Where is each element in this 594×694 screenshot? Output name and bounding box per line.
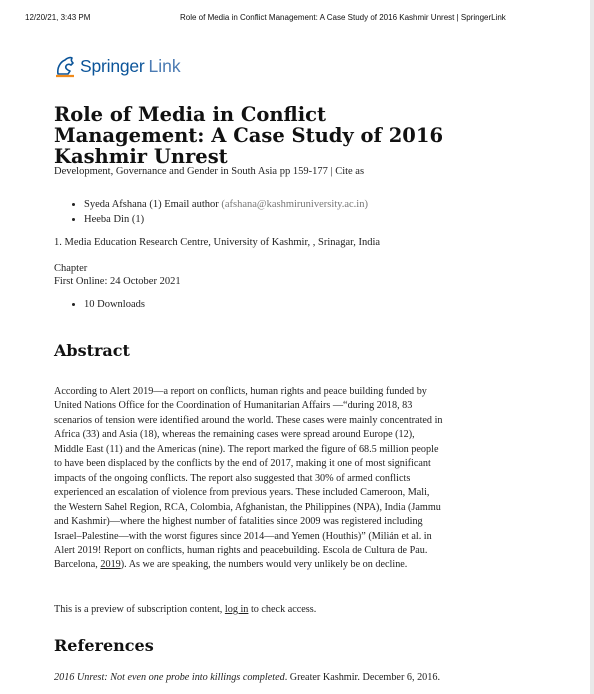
author-affil-ref: (1)	[149, 199, 162, 210]
preview-notice	[54, 604, 316, 615]
author-affil-ref: (1)	[131, 214, 145, 225]
page-range: pp 159-177	[279, 166, 328, 177]
chapter-info	[54, 262, 181, 288]
affiliation: 1. Media Education Research Centre, University of Kashmir, , Srinagar, India	[54, 237, 381, 248]
logo-brand: Springer	[80, 55, 145, 76]
log-in-link[interactable]: log in	[224, 604, 249, 615]
abstract-body-end: ). As we are speaking, the numbers would very unlikely be on decline.	[120, 559, 408, 571]
print-page-title: Role of Media in Conflict Management: A Case Study of 2016 Kashmir Unrest | SpringerLink	[180, 13, 506, 22]
preview-text: This is a preview of subscription content,	[54, 604, 225, 615]
cite-as-link[interactable]: Cite as	[335, 166, 365, 177]
content-type: Chapter	[54, 263, 88, 274]
abstract-body: According to Alert 2019—a report on conflicts, human rights and peace building funded by United Nations Office for the Coordination of Humanitarian Affairs —“during 2018, 83 scenarios of tension were identified around the world. These cases were mainly concentrated in Africa (33) and Asia (18), whereas the remaining cases were spread around Europe (12), Middle East (11) and the Americas (nine). The report marked the figure of 68.5 million people to have been displaced by the conflicts by the end of 2017, making it one of most significant impacts of the ongoing conflicts. The report also suggested that 30% of armed conflicts experienced an escalation of violence from previous years. These included Cameroon, Mali, the Western Sahel Region, RCA, Colombia, Afghanistan, the Philippines (NPA), India (Jammu and Kashmir)—where the highest number of fatalities since 2009 was registered including Israel–Palestine—with the worst figures since 2014—and Yemen (Houthis)” (Milián et al. in Alert 2019! Report on conflicts, human rights and peacebuilding. Escola de Cultura de Pau. Barcelona,	[54, 386, 443, 571]
reference-source: . Greater Kashmir. December 6, 2016.	[284, 672, 440, 683]
print-header	[0, 13, 594, 25]
window-edge	[590, 0, 594, 694]
springer-horse-icon	[54, 54, 76, 78]
author-item	[84, 197, 368, 212]
downloads-count: • 10 Downloads	[84, 299, 145, 310]
print-datetime: 12/20/21, 3:43 PM	[25, 13, 91, 22]
logo-suffix: Link	[148, 55, 181, 76]
meta-separator: |	[330, 166, 333, 177]
author-name[interactable]: Syeda Afshana	[84, 199, 147, 210]
chapter-title: Role of Media in Conflict Management: A Case Study of 2016 Kashmir Unrest	[54, 103, 444, 168]
preview-text-end: to check access.	[248, 604, 317, 615]
metrics-list	[54, 299, 145, 310]
email-author-link[interactable]: Email author	[164, 199, 219, 210]
abstract-text	[54, 385, 444, 573]
author-name[interactable]: Heeba Din	[84, 214, 130, 225]
reference-title: 2016 Unrest: Not even one probe into killings completed	[54, 672, 285, 683]
author-item	[84, 212, 368, 227]
author-list	[54, 197, 368, 227]
springerlink-logo[interactable]	[54, 54, 181, 78]
book-link[interactable]: Development, Governance and Gender in South Asia	[54, 166, 278, 177]
chapter-meta	[54, 166, 364, 177]
abstract-heading: Abstract	[54, 341, 130, 360]
reference-item	[54, 671, 444, 685]
first-online: First Online: 24 October 2021	[54, 276, 181, 287]
references-heading: References	[54, 636, 154, 655]
citation-year-link[interactable]: 2019	[100, 559, 121, 571]
author-email[interactable]: (afshana@kashmiruniversity.ac.in)	[221, 199, 368, 210]
